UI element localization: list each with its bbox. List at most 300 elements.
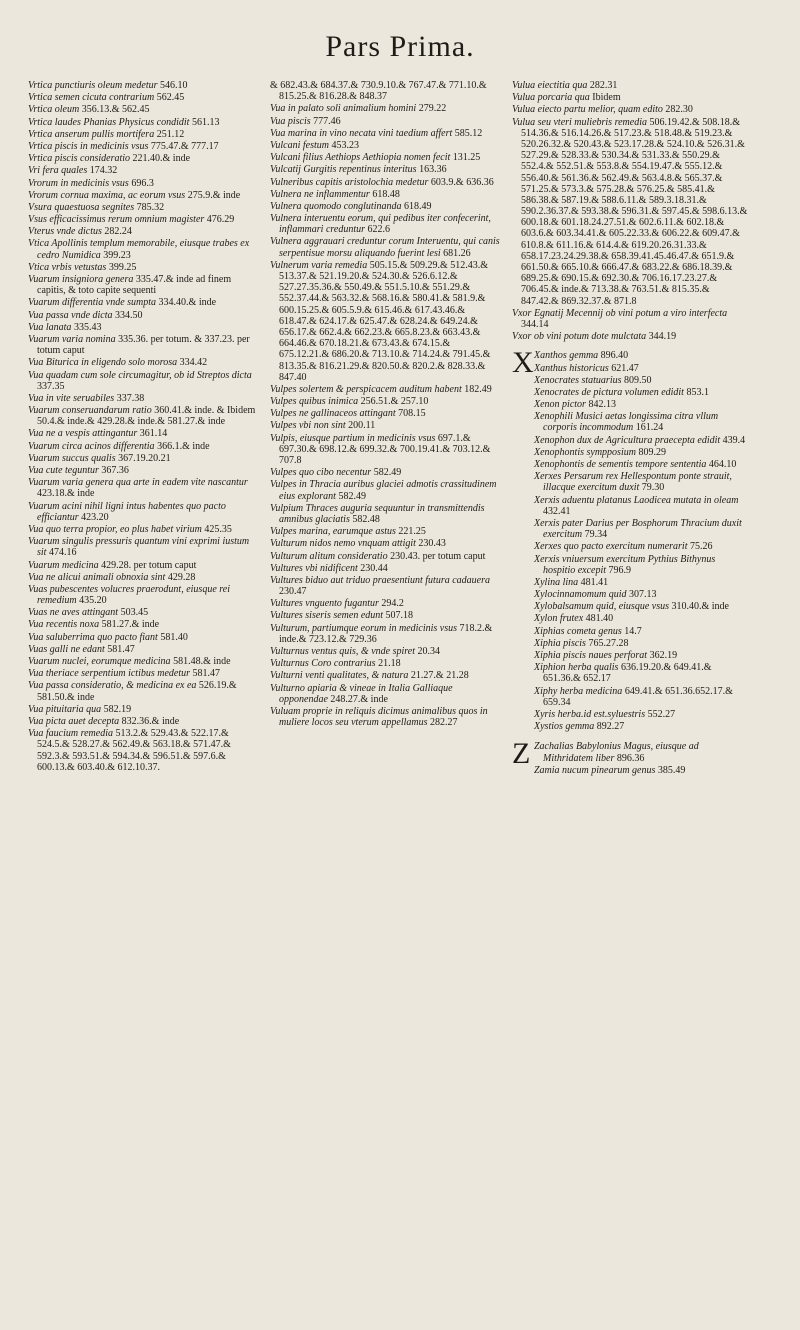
index-entry bbox=[270, 116, 502, 127]
index-refs: 896.40 bbox=[600, 350, 629, 362]
index-entry bbox=[28, 214, 256, 225]
index-refs: 230.47 bbox=[279, 586, 307, 598]
index-refs: 621.47 bbox=[611, 362, 639, 374]
index-column-2 bbox=[270, 80, 502, 729]
index-term: Vulua porcaria qua bbox=[512, 92, 590, 104]
index-refs: 796.9 bbox=[608, 564, 632, 576]
index-term: Xenocrates statuarius bbox=[534, 374, 622, 386]
index-entry bbox=[270, 683, 502, 705]
index-refs: 697.1.& 697.30.& 698.12.& 699.32.& 700.19.41.& 703.12.& 707.8 bbox=[279, 432, 491, 466]
index-term: Vrtica punctiuris oleum medetur bbox=[28, 80, 158, 91]
index-refs: 453.23 bbox=[331, 139, 359, 151]
index-term: Vuarum circa acinos differentia bbox=[28, 440, 155, 452]
index-entry bbox=[534, 709, 748, 720]
index-entry bbox=[534, 495, 748, 517]
index-entry bbox=[28, 165, 256, 176]
index-refs: 21.27.& 21.28 bbox=[410, 670, 469, 682]
index-refs: 546.10 bbox=[160, 80, 188, 91]
index-term: Xanthus historicus bbox=[534, 362, 609, 374]
index-term: Xiphia piscis bbox=[534, 637, 586, 649]
index-term: Vua picta auet decepta bbox=[28, 715, 120, 727]
index-term: Vulpes vbi non sint bbox=[270, 420, 346, 432]
index-refs: 581.40 bbox=[160, 631, 188, 643]
index-refs: 842.13 bbox=[588, 399, 616, 411]
index-refs: 131.25 bbox=[452, 152, 481, 164]
index-entry bbox=[28, 405, 256, 427]
index-entry bbox=[270, 538, 502, 549]
index-term: Xiphion herba qualis bbox=[534, 662, 619, 674]
index-entry bbox=[270, 189, 502, 200]
index-refs: 230.44 bbox=[360, 562, 388, 574]
index-refs: 79.34 bbox=[584, 529, 608, 541]
index-refs: 337.35 bbox=[37, 380, 65, 392]
index-term: Vulpes quibus inimica bbox=[270, 396, 359, 408]
index-term: Vrtica anserum pullis mortifera bbox=[28, 128, 155, 140]
index-refs: 476.29 bbox=[206, 214, 235, 226]
index-entry bbox=[28, 262, 256, 273]
index-term: Zachalias Babylonius Magus, eiusque ad Mithridatem liber bbox=[534, 741, 699, 764]
index-entry bbox=[270, 201, 502, 212]
index-term: Vuarum acini nihil ligni intus habentes quo pacto efficiantur bbox=[28, 500, 226, 523]
index-refs: 439.4 bbox=[722, 434, 746, 446]
index-term: Xiphia piscis naues perforat bbox=[534, 650, 648, 661]
index-term: Vxor Egnatij Mecennij ob vini potum a viro interfecta bbox=[512, 307, 728, 319]
index-refs: 174.32 bbox=[89, 165, 118, 177]
index-entry bbox=[534, 541, 748, 552]
index-term: Vulnera aggrauari creduntur corum Interuentu, qui canis serpentisue morsu aliquando fuerint lesi bbox=[270, 236, 500, 259]
index-refs: 423.20 bbox=[81, 511, 109, 523]
index-refs: 681.26 bbox=[443, 247, 471, 259]
index-refs: 356.13.& 562.45 bbox=[81, 104, 150, 116]
index-term: Xenocrates de pictura volumen edidit bbox=[534, 386, 684, 398]
index-entry bbox=[270, 479, 502, 501]
index-refs: 896.36 bbox=[616, 752, 645, 764]
index-term: Vulpes in Thracia auribus glaciei admotis crassitudinem eius explorant bbox=[270, 479, 497, 502]
index-entry bbox=[270, 551, 502, 562]
index-entry bbox=[28, 668, 256, 679]
index-term: Xenophontis de sementis tempore sententia bbox=[534, 459, 707, 470]
index-term: Xerxis aduentu platanus Laodicea mutata in oleam bbox=[534, 494, 739, 506]
index-entry bbox=[512, 308, 748, 330]
index-entry bbox=[28, 178, 256, 189]
index-refs: 360.41.& inde. & Ibidem 50.4.& inde.& 429.28.& inde.& 581.27.& inde bbox=[37, 405, 256, 428]
index-refs: 775.47.& 777.17 bbox=[150, 140, 219, 152]
index-term: Vulturno apiaria & vineae in Italia Galliaque opponendae bbox=[270, 682, 453, 705]
index-entry bbox=[270, 164, 502, 175]
index-refs: 603.9.& 636.36 bbox=[430, 176, 494, 188]
index-entry bbox=[534, 471, 748, 493]
index-refs: 582.49 bbox=[338, 490, 366, 502]
index-refs: 423.18.& inde bbox=[37, 488, 95, 500]
index-refs: 182.49 bbox=[464, 383, 492, 395]
index-entry bbox=[512, 104, 748, 115]
index-term: Vsura quaestuosa segnites bbox=[28, 201, 135, 213]
index-entry bbox=[534, 399, 748, 410]
index-refs: 335.47.& inde ad finem capitis, & toto capite sequenti bbox=[37, 274, 232, 297]
index-refs: 282.27 bbox=[430, 717, 458, 729]
index-term: Vulpes solertem & perspicacem auditum habent bbox=[270, 383, 462, 395]
index-refs: 561.13 bbox=[191, 116, 220, 128]
index-refs: 809.50 bbox=[624, 374, 652, 386]
index-refs: 809.29 bbox=[638, 446, 666, 458]
index-term: Vua in palato soli animalium homini bbox=[270, 103, 417, 115]
index-entry bbox=[534, 650, 748, 661]
index-term: Vua piscis bbox=[270, 115, 311, 127]
index-term: Xylina lina bbox=[534, 576, 579, 588]
index-entry bbox=[28, 202, 256, 213]
drop-cap-letter: X bbox=[512, 346, 534, 380]
index-refs: 506.19.42.& 508.18.& 514.36.& 516.14.26.& 517.23.& 518.48.& 519.23.& 520.26.32.& 520.43.& 523.17.28.& 524.10.& 526.31.& 527.29.& 528.33.& 530.34.& 531.33.& 550.29.& 552.4.& 552.51.& 553.8.& 554.19.47.& 555.12.& 556.40.& 561.36.& 562.49.& 563.4.8.& 565.37.& 571.25.& 573.3.& 575.28.& 576.25.& 585.41.& 586.38.& 587.19.& 588.6.11.& 589.3.18.31.& 590.2.36.37.& 593.38.& 596.31.& 597.45.& 598.6.13.& 600.18.& 601.18.24.27.51.& 602.6.11.& 602.18.& 603.6.& 603.34.41.& 605.22.33.& 606.22.& 609.47.& 610.8.& 611.16.& 614.4.& 619.20.26.31.33.& 658.17.23.24.29.38.& 658.39.41.45.46.47.& 651.9.& 661.50.& 665.10.& 666.47.& 683.22.& 686.18.39.& 689.25.& 690.15.& 692.30.& 706.16.17.23.27.& 706.45.& inde.& 713.38.& 763.51.& 815.35.& 847.42.& 869.32.37.& 871.8 bbox=[521, 116, 748, 307]
index-entry bbox=[270, 433, 502, 467]
index-refs: 344.19 bbox=[648, 331, 677, 343]
index-entry bbox=[28, 297, 256, 308]
index-entry bbox=[534, 447, 748, 458]
index-refs: 275.9.& inde bbox=[187, 189, 241, 201]
index-entry bbox=[270, 80, 502, 102]
index-term: Vulpes quo cibo necentur bbox=[270, 467, 372, 479]
index-term: Vua passa consideratio, & medicina ex ea bbox=[28, 680, 197, 692]
index-refs: 708.15 bbox=[398, 408, 426, 420]
index-term: Vua quadam cum sole circumagitur, ob id Streptos dicta bbox=[28, 369, 252, 381]
index-term: Vulneribus capitis aristolochia medetur bbox=[270, 176, 429, 188]
index-term: Xenophili Musici aetas longissima citra vllum corporis incommodum bbox=[534, 411, 719, 434]
index-entry bbox=[28, 728, 256, 773]
index-refs: 636.19.20.& 649.41.& 651.36.& 652.17 bbox=[543, 662, 712, 685]
index-term: Xylocinnamomum quid bbox=[534, 589, 627, 601]
index-term: Vrtica semen cicuta contrarium bbox=[28, 92, 155, 104]
index-term: Xiphias cometa genus bbox=[534, 625, 622, 637]
index-entry bbox=[28, 465, 256, 476]
index-entry bbox=[28, 572, 256, 583]
index-entry bbox=[28, 477, 256, 499]
index-refs: 221.25 bbox=[398, 526, 426, 538]
index-refs: 279.22 bbox=[418, 103, 447, 115]
index-entry bbox=[28, 238, 256, 260]
index-refs: 79.30 bbox=[641, 482, 665, 494]
index-term: Vulturum nidos nemo vnquam attigit bbox=[270, 538, 416, 550]
index-term: Vua passa vnde dicta bbox=[28, 309, 113, 321]
index-entry bbox=[534, 554, 748, 576]
index-term: Xenon pictor bbox=[534, 399, 586, 411]
index-entry bbox=[534, 435, 748, 446]
index-entry bbox=[534, 721, 748, 732]
index-refs: 367.36 bbox=[101, 465, 129, 476]
index-refs: 777.46 bbox=[313, 115, 341, 127]
index-term: Vtica vrbis vetustas bbox=[28, 261, 107, 273]
index-refs: 161.24 bbox=[635, 422, 664, 434]
index-refs: 230.43 bbox=[418, 538, 446, 550]
index-term: Vulcatij Gurgitis repentinus interitus bbox=[270, 164, 417, 176]
index-entry bbox=[28, 716, 256, 727]
index-refs: 513.2.& 529.43.& 522.17.& 524.5.& 528.27.& 562.49.& 563.18.& 571.47.& 592.3.& 593.51.& 594.34.& 596.51.& 597.6.& 600.13.& 603.40.& 612.10.37. bbox=[37, 728, 231, 773]
index-refs: 334.42 bbox=[179, 357, 208, 369]
index-term: Vri fera quales bbox=[28, 165, 88, 177]
index-entry bbox=[270, 658, 502, 669]
index-term: Vuas galli ne edant bbox=[28, 643, 105, 655]
index-entry bbox=[534, 518, 748, 540]
index-refs: 718.2.& inde.& 723.12.& 729.36 bbox=[279, 622, 493, 645]
index-term: Vulnera interuentu eorum, qui pedibus iter confecerint, inflammari creduntur bbox=[270, 213, 491, 236]
index-refs: 251.12 bbox=[156, 128, 185, 140]
index-term: Vua faucium remedia bbox=[28, 728, 113, 740]
index-entry bbox=[28, 619, 256, 630]
index-entry bbox=[270, 575, 502, 597]
index-refs: 282.30 bbox=[665, 104, 693, 116]
index-refs: 14.7 bbox=[624, 625, 642, 637]
index-refs: 503.45 bbox=[120, 607, 149, 619]
index-refs: 581.47 bbox=[107, 643, 135, 655]
index-term: Vua ne alicui animali obnoxia sint bbox=[28, 571, 166, 583]
index-refs: 310.40.& inde bbox=[671, 601, 729, 613]
index-refs: 361.14 bbox=[139, 428, 168, 440]
index-term: Vrtica piscis consideratio bbox=[28, 153, 131, 165]
index-term: Vultures biduo aut triduo praesentiunt futura cadauera bbox=[270, 574, 490, 586]
index-entry bbox=[512, 331, 748, 342]
index-refs: 582.48 bbox=[352, 513, 380, 525]
index-term: Xiphy herba medicina bbox=[534, 685, 623, 697]
index-refs: 294.2 bbox=[381, 598, 404, 610]
index-term: Vuluam proprie in reliquis dicimus animalibus quos in muliere locos seu vterum appellamus bbox=[270, 705, 488, 729]
index-entry bbox=[270, 236, 502, 258]
index-term: Vulnera ne inflammentur bbox=[270, 188, 370, 200]
index-entry bbox=[534, 375, 748, 386]
index-entry bbox=[28, 501, 256, 523]
letter-section bbox=[512, 737, 748, 777]
index-refs: 696.3 bbox=[131, 177, 154, 189]
index-term: Vulcani festum bbox=[270, 139, 329, 151]
index-refs: 505.15.& 509.29.& 512.43.& 513.37.& 521.19.20.& 524.30.& 526.6.12.& 527.27.35.36.& 550.49.& 551.5.10.& 551.29.& 552.37.44.& 563.32.& 568.16.& 580.41.& 581.9.& 600.15.25.& 605.5.9.& 615.46.& 617.43.46.& 618.47.& 624.17.& 625.47.& 628.24.& 649.24.& 656.17.& 662.4.& 662.23.& 665.8.23.& 663.43.& 664.46.& 670.18.21.& 673.43.& 674.15.& 675.12.21.& 686.20.& 713.10.& 714.24.& 791.45.& 813.35.& 816.21.29.& 820.50.& 820.2.& 828.33.& 847.40 bbox=[279, 259, 491, 383]
index-entry bbox=[270, 503, 502, 525]
index-term: Vrorum in medicinis vsus bbox=[28, 177, 129, 189]
index-term: Vulpis, eiusque partium in medicinis vsus bbox=[270, 432, 436, 444]
index-term: Vulnerum varia remedia bbox=[270, 259, 368, 271]
index-term: Vulpes ne gallinaceos attingant bbox=[270, 408, 396, 420]
index-entry bbox=[512, 80, 748, 91]
index-refs: 366.1.& inde bbox=[157, 440, 210, 452]
index-refs: 200.11 bbox=[348, 420, 376, 432]
index-term: Vulturnus ventus quis, & vnde spiret bbox=[270, 646, 415, 657]
index-entry bbox=[28, 393, 256, 404]
index-entry bbox=[534, 577, 748, 588]
index-term: Vulua eiectitia qua bbox=[512, 80, 588, 91]
index-refs: 622.6 bbox=[367, 224, 391, 236]
index-refs: 399.23 bbox=[103, 249, 131, 261]
index-entry bbox=[270, 384, 502, 395]
index-term: Xenophontis sympposium bbox=[534, 446, 636, 458]
index-entry bbox=[534, 459, 748, 470]
index-refs: 582.19 bbox=[103, 703, 132, 715]
index-refs: 562.45 bbox=[156, 92, 185, 104]
index-term: Vxor ob vini potum dote mulctata bbox=[512, 331, 647, 343]
index-entry bbox=[28, 153, 256, 164]
index-term: Xanthos gemma bbox=[534, 350, 599, 362]
index-refs: 335.36. per totum. & 337.23. per totum caput bbox=[37, 333, 250, 357]
index-column-3 bbox=[512, 80, 748, 779]
index-entry bbox=[534, 363, 748, 374]
index-entry bbox=[28, 129, 256, 140]
index-term: Vuas pubescentes volucres praerodunt, eiusque rei remedium bbox=[28, 583, 230, 607]
index-term: Vuarum varia genera qua arte in eadem vite nascantur bbox=[28, 477, 248, 489]
index-entry bbox=[28, 441, 256, 452]
index-term: Vultures vbi nidificent bbox=[270, 562, 358, 574]
index-entry bbox=[28, 680, 256, 702]
index-term: Vulpes marina, earumque astus bbox=[270, 526, 396, 538]
index-entry bbox=[270, 706, 502, 728]
index-refs: 282.24 bbox=[104, 226, 132, 238]
index-term: Vuarum nuclei, eorumque medicina bbox=[28, 656, 171, 667]
index-entry bbox=[28, 560, 256, 571]
index-entry bbox=[270, 152, 502, 163]
index-term: Vua ne a vespis attingantur bbox=[28, 428, 138, 440]
index-term: Vrtica oleum bbox=[28, 104, 80, 116]
index-entry bbox=[270, 646, 502, 657]
index-term: Vrtica piscis in medicinis vsus bbox=[28, 140, 149, 152]
index-entry bbox=[534, 613, 748, 624]
index-refs: 507.18 bbox=[385, 610, 414, 622]
index-entry bbox=[28, 656, 256, 667]
index-term: Xenophon dux de Agricultura praecepta edidit bbox=[534, 434, 721, 446]
index-entry bbox=[28, 310, 256, 321]
page-title: Pars Prima. bbox=[325, 30, 475, 63]
index-refs: 20.34 bbox=[417, 646, 440, 657]
index-entry bbox=[28, 190, 256, 201]
index-refs: 399.25 bbox=[108, 261, 137, 273]
index-entry bbox=[534, 411, 748, 433]
index-term: Xerxis pater Darius per Bosphorum Thracium duxit exercitum bbox=[534, 517, 742, 541]
index-entry bbox=[270, 598, 502, 609]
index-refs: & 682.43.& 684.37.& 730.9.10.& 767.47.& 771.10.& 815.25.& 816.28.& 848.37 bbox=[270, 80, 487, 103]
index-entry bbox=[28, 607, 256, 618]
index-entry bbox=[534, 387, 748, 398]
index-entry bbox=[270, 623, 502, 645]
index-term: Vua quo terra propior, eo plus habet virium bbox=[28, 523, 202, 535]
index-term: Vulturum alitum consideratio bbox=[270, 550, 388, 562]
index-entry bbox=[28, 117, 256, 128]
index-entry bbox=[28, 704, 256, 715]
index-entry bbox=[28, 428, 256, 439]
index-refs: 429.28. per totum caput bbox=[101, 559, 197, 571]
index-refs: 585.12 bbox=[454, 127, 483, 139]
index-term: Vuas ne aves attingant bbox=[28, 607, 119, 619]
index-term: Vua in vite seruabiles bbox=[28, 392, 115, 404]
index-refs: 282.31 bbox=[589, 80, 618, 91]
index-term: Xerxes Persarum rex Hellespontum ponte strauit, illacque exercitum duxit bbox=[534, 471, 732, 494]
index-term: Vultures vnguento fugantur bbox=[270, 598, 379, 610]
index-term: Vuarum insigniora genera bbox=[28, 274, 134, 285]
index-term: Vulcani filius Aethiops Aethiopia nomen fecit bbox=[270, 152, 451, 164]
index-term: Vua cute teguntur bbox=[28, 465, 99, 476]
index-refs: 256.51.& 257.10 bbox=[360, 396, 429, 408]
index-refs: 785.32 bbox=[136, 201, 165, 213]
index-term: Vuarum differentia vnde sumpta bbox=[28, 297, 157, 309]
index-term: Vulua seu vteri muliebris remedia bbox=[512, 116, 647, 128]
index-refs: 367.19.20.21 bbox=[118, 452, 171, 464]
index-entry bbox=[28, 141, 256, 152]
index-refs: 582.49 bbox=[373, 467, 402, 479]
index-refs: 230.43. per totum caput bbox=[390, 550, 486, 562]
index-refs: 481.40 bbox=[585, 613, 614, 625]
index-refs: 618.48 bbox=[372, 188, 400, 200]
index-refs: 581.48.& inde bbox=[173, 656, 231, 667]
index-term: Vrorum cornua maxima, ac eorum vsus bbox=[28, 189, 186, 201]
index-term: Vua Biturica in eligendo solo morosa bbox=[28, 357, 178, 369]
index-entry bbox=[534, 638, 748, 649]
index-entry bbox=[270, 610, 502, 621]
index-entry bbox=[534, 662, 748, 684]
index-entry bbox=[270, 467, 502, 478]
index-entry bbox=[28, 453, 256, 464]
index-entry bbox=[28, 632, 256, 643]
index-entry bbox=[270, 396, 502, 407]
index-column-1 bbox=[28, 80, 256, 774]
index-entry bbox=[270, 213, 502, 235]
index-refs: 481.41 bbox=[580, 576, 609, 588]
index-term: Vterus vnde dictus bbox=[28, 226, 102, 238]
index-entry bbox=[270, 563, 502, 574]
index-entry bbox=[270, 526, 502, 537]
index-refs: 334.50 bbox=[115, 309, 143, 321]
index-refs: 337.38 bbox=[116, 392, 145, 404]
index-term: Vulturni venti qualitates, & natura bbox=[270, 670, 409, 682]
index-entry bbox=[270, 140, 502, 151]
index-refs: 248.27.& inde bbox=[330, 693, 388, 705]
index-entry bbox=[270, 177, 502, 188]
index-term: Vua marina in vino necata vini taedium affert bbox=[270, 127, 453, 139]
index-term: Xerxes quo pacto exercitum numerarit bbox=[534, 541, 688, 553]
index-refs: 765.27.28 bbox=[588, 637, 629, 649]
section-entries bbox=[534, 350, 748, 733]
index-term: Vua recentis noxa bbox=[28, 619, 100, 631]
index-entry bbox=[270, 420, 502, 431]
index-term: Vulturum, partiumque eorum in medicinis vsus bbox=[270, 622, 458, 634]
index-entry bbox=[512, 117, 748, 307]
index-term: Vuarum medicina bbox=[28, 559, 99, 571]
index-refs: 163.36 bbox=[419, 164, 447, 176]
index-refs: 362.19 bbox=[649, 650, 678, 661]
index-entry bbox=[28, 584, 256, 606]
index-entry bbox=[270, 670, 502, 681]
index-entry bbox=[534, 589, 748, 600]
index-entry bbox=[270, 103, 502, 114]
index-entry bbox=[28, 370, 256, 392]
index-term: Xyris herba.id est.syluestris bbox=[534, 708, 646, 720]
index-refs: 474.16 bbox=[48, 547, 77, 559]
index-entry bbox=[534, 686, 748, 708]
index-term: Vuarum singulis pressuris quantum vini exprimi iustum sit bbox=[28, 536, 250, 559]
index-refs: 75.26 bbox=[689, 541, 713, 553]
index-refs: 334.40.& inde bbox=[158, 297, 217, 309]
index-refs: 429.28 bbox=[167, 571, 196, 583]
index-entry bbox=[28, 334, 256, 356]
index-term: Vua saluberrima quo pacto fiant bbox=[28, 631, 158, 643]
index-entry bbox=[28, 104, 256, 115]
index-entry bbox=[512, 92, 748, 103]
index-refs: 435.20 bbox=[79, 595, 107, 607]
index-term: Vulpium Thraces auguria sequuntur in transmittendis amnibus glaciatis bbox=[270, 502, 485, 525]
index-refs: 464.10 bbox=[708, 459, 737, 470]
index-term: Xystios gemma bbox=[534, 721, 595, 733]
index-term: Vtica Apollinis templum memorabile, eiusque trabes ex cedro Numidica bbox=[28, 238, 250, 261]
index-refs: 432.41 bbox=[543, 505, 571, 517]
index-entry bbox=[28, 536, 256, 558]
index-refs: 649.41.& 651.36.652.17.& 659.34 bbox=[543, 685, 733, 708]
index-refs: 526.19.& 581.50.& inde bbox=[37, 680, 237, 703]
index-term: Vua lanata bbox=[28, 321, 72, 333]
index-entry bbox=[28, 357, 256, 368]
index-term: Xylon frutex bbox=[534, 613, 584, 625]
index-term: Vsus efficacissimus rerum omnium magister bbox=[28, 214, 205, 226]
index-entry bbox=[534, 350, 748, 361]
